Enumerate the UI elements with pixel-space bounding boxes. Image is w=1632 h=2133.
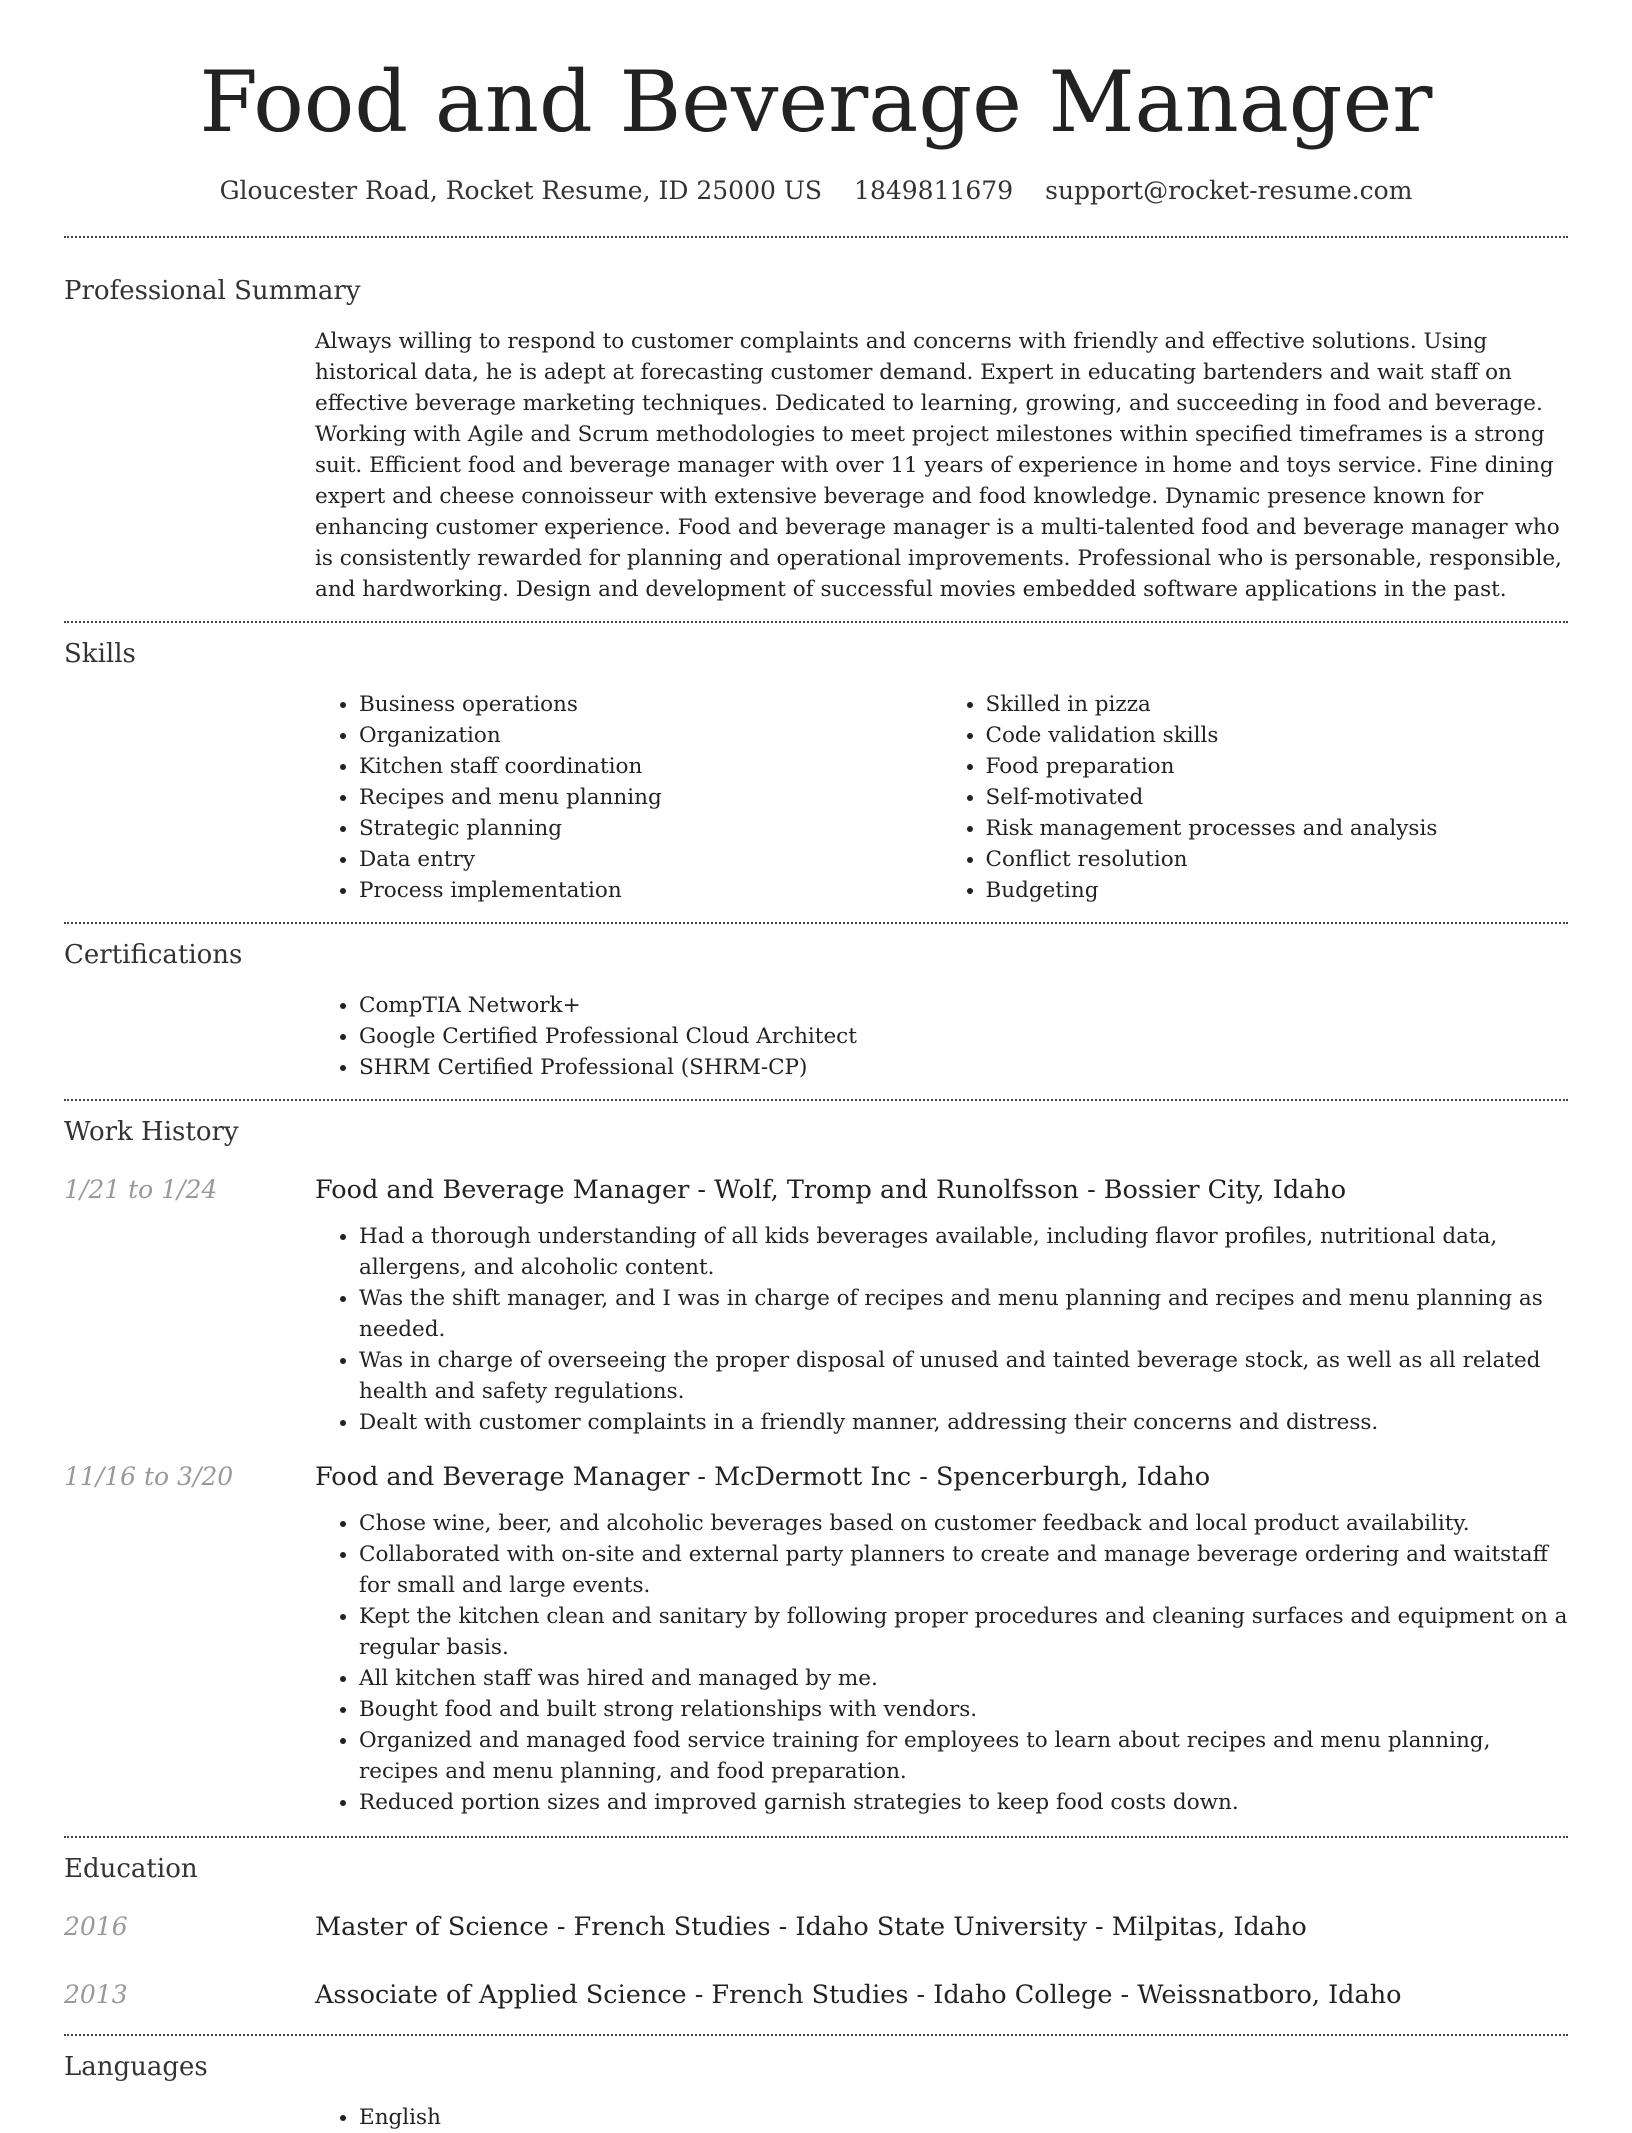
summary-body: [315, 326, 1568, 605]
languages-list: [315, 2102, 1568, 2133]
languages-body: [315, 2102, 1568, 2133]
job-bullet: • Had a thorough understanding of all kids beverages available, including flavor profiles, nutritional data, allergens, and alcoholic content.: [359, 1221, 1568, 1283]
education-entry: [64, 1910, 1568, 1944]
skill-item: • Process implementation: [359, 875, 942, 906]
skills-section: [64, 623, 1568, 906]
skill-item: • Conflict resolution: [986, 844, 1569, 875]
education-title: Associate of Applied Science - French Studies - Idaho College - Weissnatboro, Idaho: [315, 1980, 1402, 2010]
job-bullet: • All kitchen staff was hired and managed by me.: [359, 1663, 1568, 1694]
job-bullet: • Bought food and built strong relationships with vendors.: [359, 1694, 1568, 1725]
contact-line: [64, 174, 1568, 208]
skill-item: • Code validation skills: [986, 720, 1569, 751]
skills-list-left: [315, 689, 942, 906]
skill-item: • Business operations: [359, 689, 942, 720]
job-bullet: • Kept the kitchen clean and sanitary by following proper procedures and cleaning surfaces and equipment on a regular basis.: [359, 1601, 1568, 1663]
education-year: 2016: [64, 1912, 128, 1941]
certifications-body: [315, 990, 1568, 1083]
job-header: [64, 1460, 1568, 1494]
certification-item: • CompTIA Network+: [359, 990, 1568, 1021]
summary-section: [64, 238, 1568, 605]
education-title: Master of Science - French Studies - Idaho State University - Milpitas, Idaho: [315, 1912, 1307, 1942]
job-entry: [64, 1460, 1568, 1818]
work-history-heading: Work History: [64, 1117, 239, 1147]
education-year: 2013: [64, 1980, 128, 2009]
job-header: [64, 1173, 1568, 1207]
education-entry: [64, 1978, 1568, 2012]
job-body: [315, 1508, 1568, 1818]
summary-heading: Professional Summary: [64, 276, 361, 306]
job-title: Food and Beverage Manager - McDermott Inc - Spencerburgh, Idaho: [315, 1462, 1211, 1492]
certification-item: • Google Certified Professional Cloud Architect: [359, 1021, 1568, 1052]
job-bullets: [315, 1508, 1568, 1818]
certifications-list: [315, 990, 1568, 1083]
job-bullet: • Collaborated with on-site and external party planners to create and manage beverage ordering and waitstaff for small and large events.: [359, 1539, 1568, 1601]
education-section: [64, 1838, 1568, 2034]
work-history-section: [64, 1101, 1568, 1836]
skill-item: • Organization: [359, 720, 942, 751]
skill-item: • Kitchen staff coordination: [359, 751, 942, 782]
job-title: Food and Beverage Manager - Wolf, Tromp and Runolfsson - Bossier City, Idaho: [315, 1175, 1347, 1205]
job-entry: [64, 1173, 1568, 1438]
certification-item: • SHRM Certified Professional (SHRM-CP): [359, 1052, 1568, 1083]
skills-grid: [315, 689, 1568, 906]
job-bullet: • Was the shift manager, and I was in charge of recipes and menu planning and recipes and menu planning as needed.: [359, 1283, 1568, 1345]
contact-email: support@rocket-resume.com: [1045, 176, 1413, 205]
job-bullet: • Reduced portion sizes and improved garnish strategies to keep food costs down.: [359, 1787, 1568, 1818]
skill-item: • Data entry: [359, 844, 942, 875]
resume-title: Food and Beverage Manager: [199, 53, 1433, 151]
job-bullet: • Dealt with customer complaints in a friendly manner, addressing their concerns and distress.: [359, 1407, 1568, 1438]
job-date: 1/21 to 1/24: [64, 1175, 218, 1204]
certifications-heading: Certifications: [64, 940, 243, 970]
skills-heading: Skills: [64, 639, 136, 669]
skill-item: • Recipes and menu planning: [359, 782, 942, 813]
resume-page: [64, 0, 1568, 2133]
contact-address: Gloucester Road, Rocket Resume, ID 25000 US: [219, 176, 823, 205]
skill-item: • Food preparation: [986, 751, 1569, 782]
skill-item: • Self-motivated: [986, 782, 1569, 813]
languages-heading: Languages: [64, 2052, 208, 2082]
education-heading: Education: [64, 1854, 198, 1884]
skill-item: • Skilled in pizza: [986, 689, 1569, 720]
language-item: • English: [359, 2102, 1568, 2133]
skill-item: • Budgeting: [986, 875, 1569, 906]
job-bullet: • Organized and managed food service training for employees to learn about recipes and menu planning, recipes and menu planning, and food preparation.: [359, 1725, 1568, 1787]
skill-item: • Strategic planning: [359, 813, 942, 844]
job-bullet: • Chose wine, beer, and alcoholic beverages based on customer feedback and local product availability.: [359, 1508, 1568, 1539]
skill-item: • Risk management processes and analysis: [986, 813, 1569, 844]
job-bullets: [315, 1221, 1568, 1438]
job-body: [315, 1221, 1568, 1438]
job-date: 11/16 to 3/20: [64, 1462, 234, 1491]
languages-section: [64, 2036, 1568, 2133]
job-bullet: • Was in charge of overseeing the proper disposal of unused and tainted beverage stock, as well as all related health and safety regulations.: [359, 1345, 1568, 1407]
summary-text: Always willing to respond to customer complaints and concerns with friendly and effective solutions. Using historical data, he is adept at forecasting customer demand. Expert in educating bartenders and wait staff on effective beverage marketing techniques. Dedicated to learning, growing, and succeeding in food and beverage. Working with Agile and Scrum methodologies to meet project milestones within specified timeframes is a strong suit. Efficient food and beverage manager with over 11 years of experience in home and toys service. Fine dining expert and cheese connoisseur with extensive beverage and food knowledge. Dynamic presence known for enhancing customer experience. Food and beverage manager is a multi-talented food and beverage manager who is consistently rewarded for planning and operational improvements. Professional who is personable, responsible, and hardworking. Design and development of successful movies embedded software applications in the past.: [315, 329, 1562, 602]
certifications-section: [64, 924, 1568, 1083]
skills-list-right: [942, 689, 1569, 906]
contact-phone: 1849811679: [854, 176, 1014, 205]
